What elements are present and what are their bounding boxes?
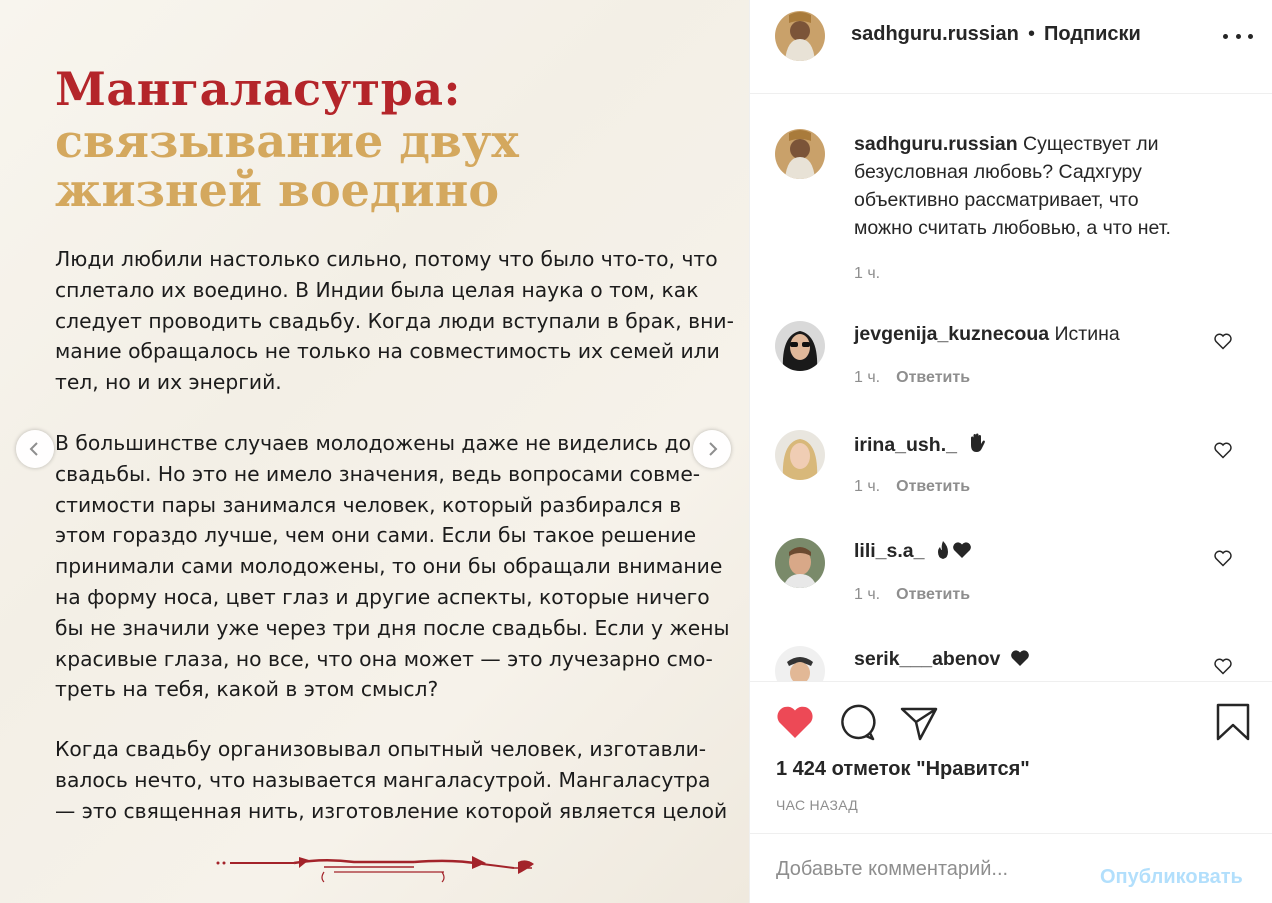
header-username[interactable]: sadhguru.russian bbox=[851, 23, 1019, 45]
comment-input[interactable] bbox=[776, 854, 1096, 884]
caption-time[interactable]: 1 ч. bbox=[854, 265, 881, 282]
raised-hand-emoji-icon bbox=[966, 432, 988, 454]
chevron-right-icon bbox=[704, 441, 720, 457]
comments-list[interactable] bbox=[750, 95, 1272, 681]
reply-button[interactable]: Ответить bbox=[896, 586, 971, 603]
post-sidebar bbox=[749, 0, 1272, 903]
comment-time[interactable]: 1 ч. bbox=[854, 369, 881, 386]
decorative-ornament-icon bbox=[214, 850, 540, 884]
text-line: Люди любили настолько сильно, потому что было что-то, что bbox=[55, 247, 718, 271]
comment-meta bbox=[854, 369, 970, 387]
comment-username[interactable]: irina_ush._ bbox=[854, 434, 957, 456]
comment-body: Истина bbox=[1054, 323, 1120, 345]
comment-item bbox=[750, 430, 1272, 530]
comment-username[interactable]: serik___abenov bbox=[854, 648, 1001, 670]
text-line: этом гораздо лучше, чем они сами. Если бы такое решение bbox=[55, 523, 697, 548]
avatar[interactable] bbox=[775, 646, 825, 681]
fire-emoji-icon bbox=[934, 540, 952, 560]
carousel-next-button[interactable] bbox=[693, 430, 731, 468]
like-heart-icon[interactable] bbox=[774, 701, 816, 743]
share-send-icon[interactable] bbox=[898, 701, 940, 743]
comment-item bbox=[750, 538, 1272, 638]
likes-count[interactable]: 1 424 отметок "Нравится" bbox=[776, 758, 1030, 780]
comment-text bbox=[854, 432, 988, 457]
comment-meta bbox=[854, 478, 970, 496]
comment-time[interactable]: 1 ч. bbox=[854, 586, 881, 603]
avatar[interactable] bbox=[775, 430, 825, 480]
caption-text bbox=[854, 130, 1234, 242]
text-line: свадьбы. Но это не имело значения, ведь вопросами совме- bbox=[55, 461, 701, 486]
text-line: следует проводить свадьбу. Когда люди вступали в брак, вни- bbox=[55, 308, 734, 333]
comment-username[interactable]: lili_s.a_ bbox=[854, 540, 925, 562]
avatar[interactable] bbox=[775, 538, 825, 588]
caption-line: можно считать любовью, а что нет. bbox=[854, 217, 1171, 239]
comment-bubble-icon[interactable] bbox=[836, 701, 878, 743]
text-line: валось нечто, что называется мангаласутрой. Мангаласутра bbox=[55, 767, 711, 792]
text-line: — это священная нить, изготовление которой является целой bbox=[55, 798, 728, 823]
comment-item bbox=[750, 646, 1272, 681]
post-paragraph-3 bbox=[55, 734, 728, 826]
post-title-line1: Мангаласутра: bbox=[55, 62, 462, 116]
following-button[interactable]: Подписки bbox=[1044, 23, 1141, 45]
reply-button[interactable]: Ответить bbox=[896, 369, 971, 386]
avatar[interactable] bbox=[775, 129, 825, 179]
post-paragraph-2 bbox=[55, 428, 730, 705]
reply-button[interactable]: Ответить bbox=[896, 478, 971, 495]
post-timestamp[interactable]: ЧАС НАЗАД bbox=[776, 797, 859, 813]
text-line: бы не значили уже через три дня после свадьбы. Если у жены bbox=[55, 615, 730, 640]
carousel-prev-button[interactable] bbox=[16, 430, 54, 468]
text-line: тел, но и их энергий. bbox=[55, 370, 282, 395]
post-header bbox=[750, 0, 1272, 94]
caption-username[interactable]: sadhguru.russian bbox=[854, 133, 1018, 155]
post-paragraph-1 bbox=[55, 244, 734, 398]
text-line: треть на тебя, какой в этом смысл? bbox=[55, 677, 439, 702]
comment-item bbox=[750, 321, 1272, 421]
comment-meta bbox=[854, 586, 970, 604]
comment-text bbox=[854, 648, 1030, 671]
avatar[interactable] bbox=[775, 11, 825, 61]
text-line: стимости пары занимался человек, который разбирался в bbox=[55, 492, 682, 517]
publish-button[interactable]: Опубликовать bbox=[1100, 866, 1243, 888]
like-comment-heart-icon[interactable] bbox=[1213, 440, 1233, 460]
comment-username[interactable]: jevgenija_kuznecoua bbox=[854, 323, 1050, 345]
caption-line: Существует ли bbox=[1023, 133, 1159, 155]
text-line: мание обращалось не только на совместимость их семей или bbox=[55, 339, 720, 364]
post-title-line2: связывание двух bbox=[55, 114, 519, 168]
text-line: красивые глаза, но все, что она может — это лучезарно смо- bbox=[55, 646, 713, 671]
caption-line: объективно рассматривает, что bbox=[854, 189, 1139, 211]
like-comment-heart-icon[interactable] bbox=[1213, 656, 1233, 676]
text-line: на форму носа, цвет глаз и другие аспекты, которые ничего bbox=[55, 584, 710, 609]
comment-time[interactable]: 1 ч. bbox=[854, 478, 881, 495]
text-line: сплетало их воедино. В Индии была целая наука о том, как bbox=[55, 277, 699, 302]
header-separator: • bbox=[1028, 23, 1036, 45]
caption-line: безусловная любовь? Садхгуру bbox=[854, 161, 1142, 183]
bookmark-icon[interactable] bbox=[1212, 701, 1254, 743]
comment-text bbox=[854, 323, 1120, 346]
text-line: принимали сами молодожены, то они бы обращали внимание bbox=[55, 554, 723, 579]
like-comment-heart-icon[interactable] bbox=[1213, 548, 1233, 568]
chevron-left-icon bbox=[27, 441, 43, 457]
text-line: В большинстве случаев молодожены даже не виделись до bbox=[55, 431, 692, 455]
avatar[interactable] bbox=[775, 321, 825, 371]
add-comment-bar bbox=[750, 833, 1272, 903]
post-actions bbox=[750, 681, 1272, 833]
comment-text bbox=[854, 540, 972, 563]
text-line: Когда свадьбу организовывал опытный человек, изготавли- bbox=[55, 737, 707, 761]
post-title-line3: жизней воедино bbox=[55, 163, 500, 217]
black-heart-emoji-icon bbox=[952, 541, 972, 559]
more-options-icon[interactable] bbox=[1223, 26, 1253, 46]
black-heart-emoji-icon bbox=[1010, 649, 1030, 667]
like-comment-heart-icon[interactable] bbox=[1213, 331, 1233, 351]
